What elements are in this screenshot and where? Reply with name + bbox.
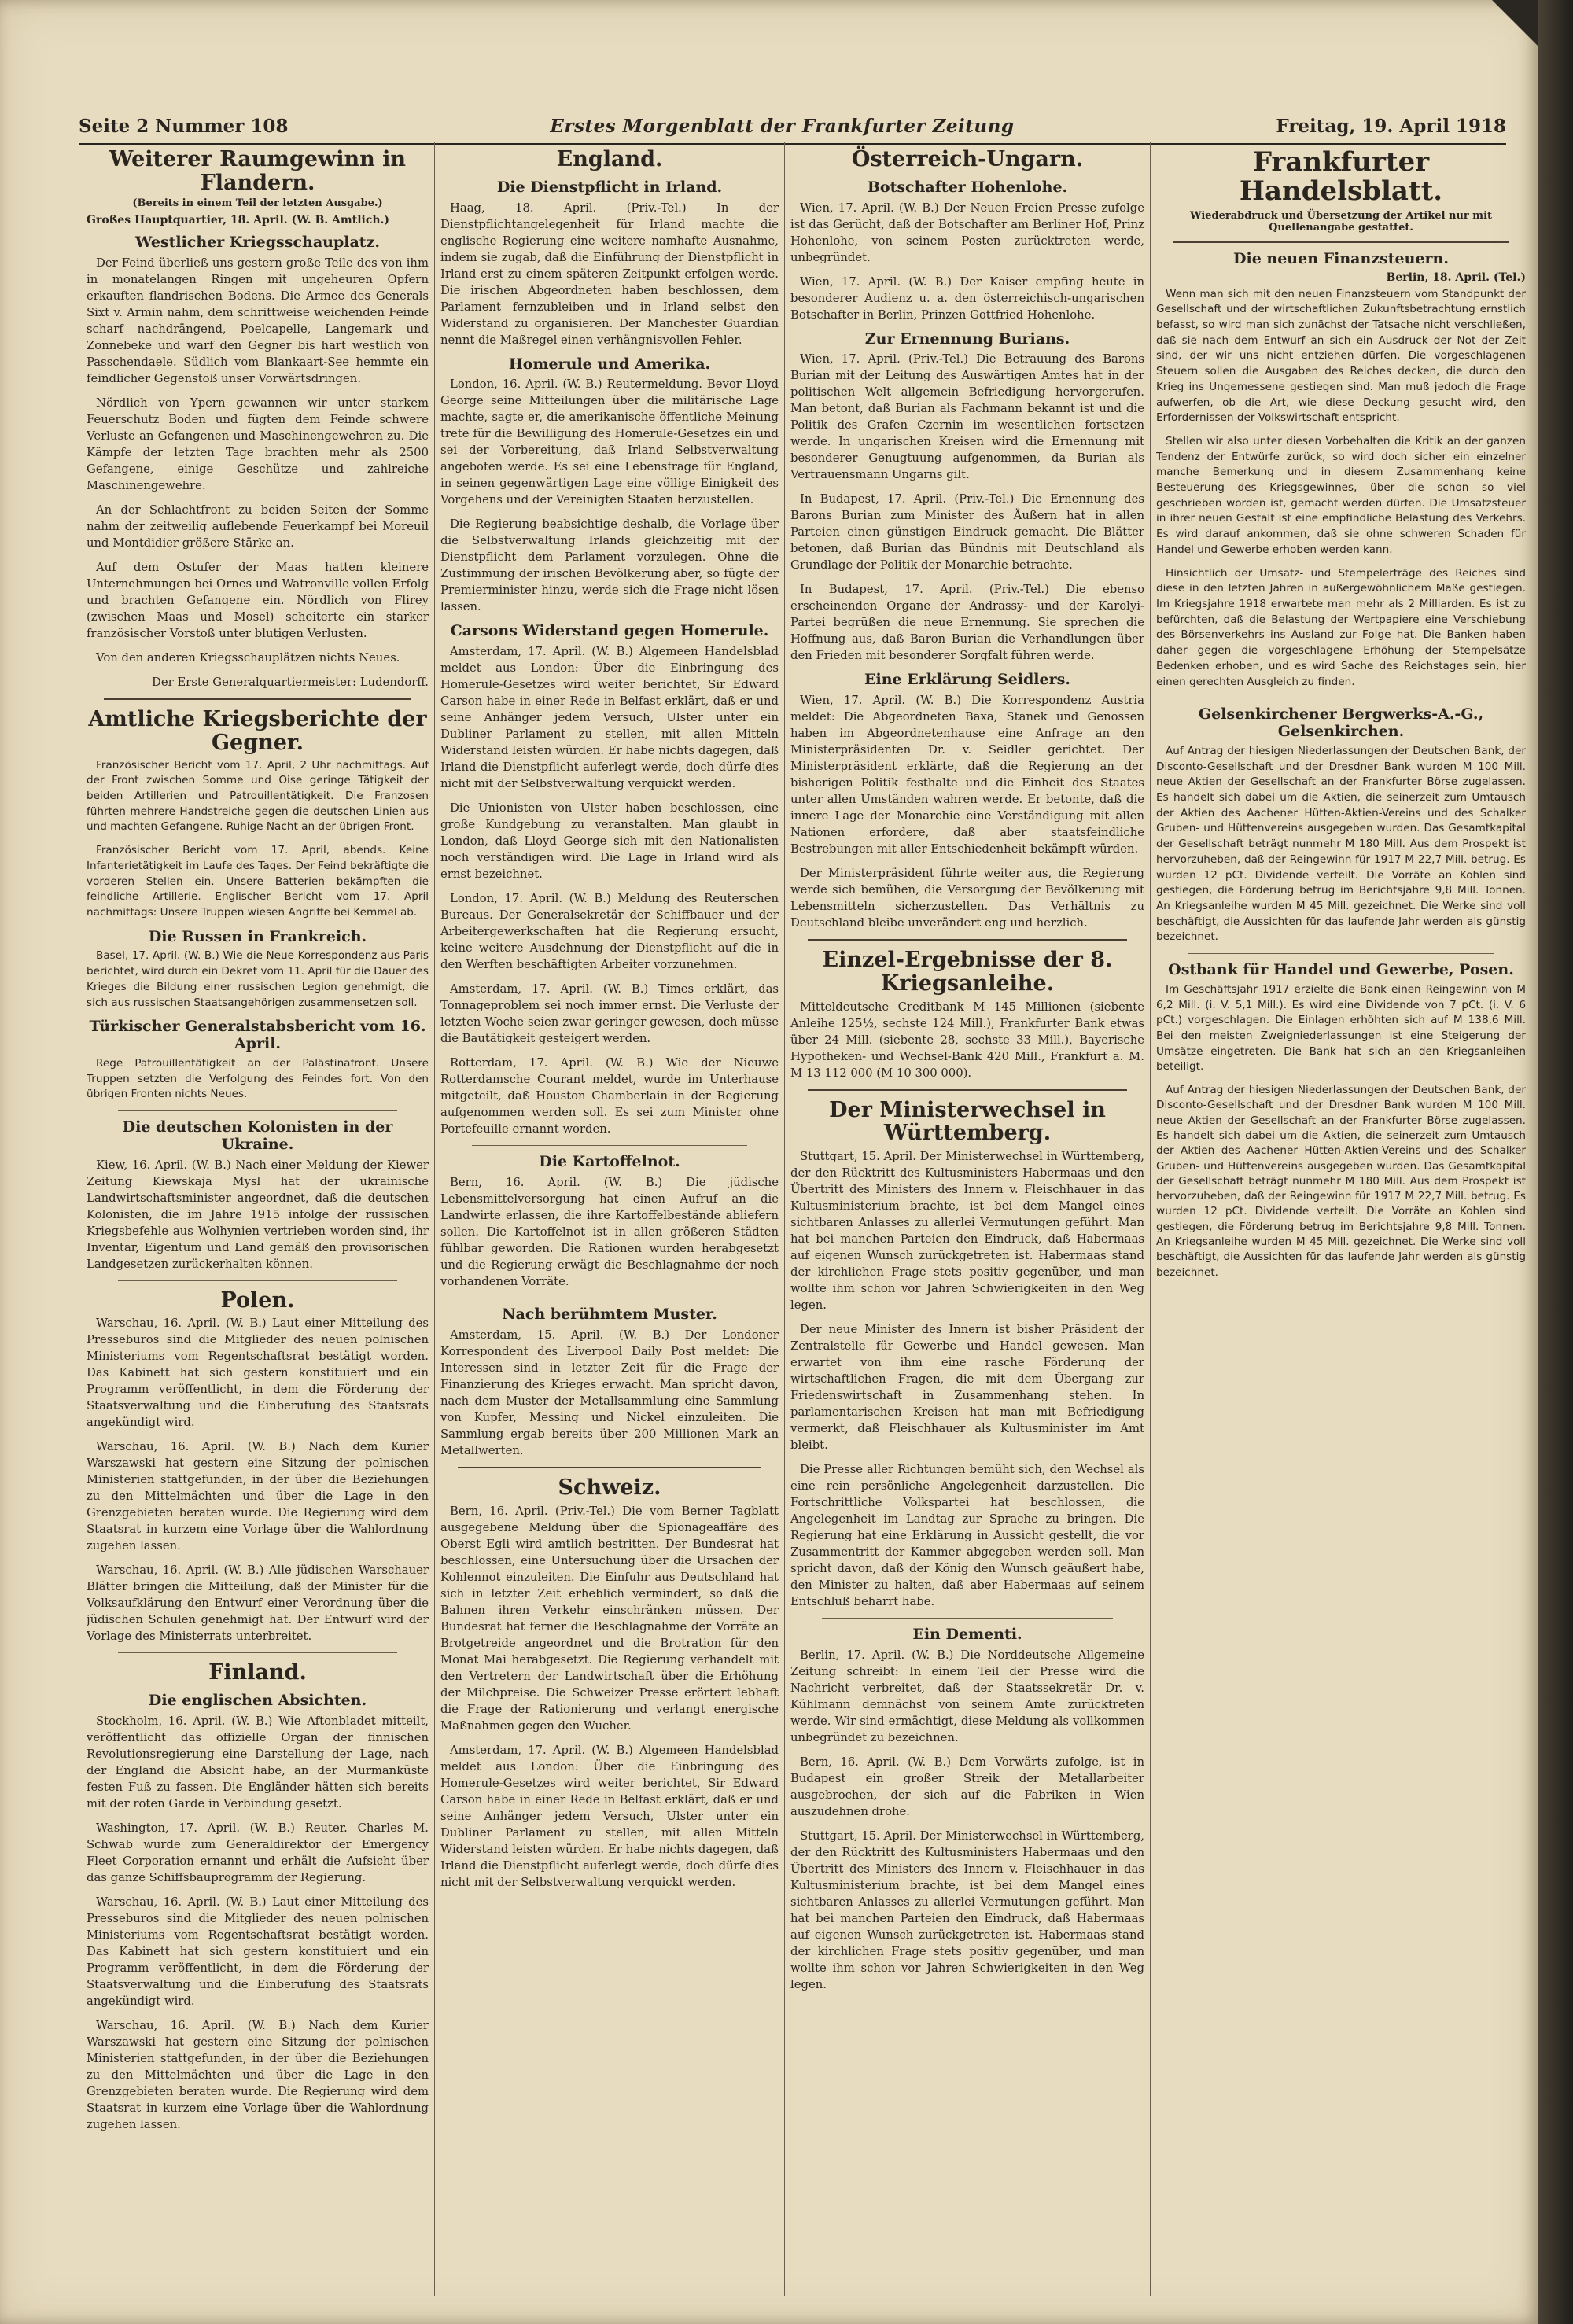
paragraph: Wien, 17. April. (Priv.-Tel.) Die Betrauung des Barons Burian mit der Leitung des Auswärtigen Amtes hat in der politischen Welt allgemein Befriedigung hervorgerufen. Man betont, daß Burian als Fachmann bekannt ist und die Politik des Grafen Czernin im wesentlichen fortsetzen werde. In ungarischen Kreisen wird die Ernennung mit besonderer Genugtuung aufgenommen, da Burian als Vertrauensmann Ungarns gilt. [790,352,1144,482]
divider [118,1110,397,1111]
article-subtitle: Homerule und Amerika. [508,355,711,373]
article-title: Die deutschen Kolonisten in der Ukraine. [122,1118,393,1153]
paragraph: Im Geschäftsjahr 1917 erzielte die Bank einen Reingewinn von M 6,2 Mill. (i. V. 5,1 Mill.). Es wird eine Dividende von 7 pCt. (i. V. 6 pCt.) vorgeschlagen. Die Einlagen erhöhten sich auf M 138,6 Mill. Bei den meisten Zweigniederlassungen ist eine Steigerung der Umsätze eingetreten. Die Bank hat sich an den Kriegsanleihen beteiligt. [1156,982,1526,1074]
paragraph: Die Presse aller Richtungen bemüht sich, den Wechsel als eine rein persönliche Angelegenheit darzustellen. Die Fortschrittliche Volkspartei hat beschlossen, die Angelegenheit im Landtag zur Sprache zu bringen. Die Regierung hat eine Erklärung in Aussicht gestellt, die vor Zusammentritt der Kammer abgegeben werden soll. Man spricht davon, daß der König den Wunsch geäußert habe, den Minister zu halten, daß aber Habermaas auf seinem Entschluß beharrt habe. [790,1462,1144,1608]
paragraph: Amsterdam, 15. April. (W. B.) Der Londoner Korrespondent des Liverpool Daily Post meldet: Die Interessen sind in letzter Zeit für die Frage der Finanzierung des Krieges erwacht. Man spricht davon, nach dem Muster der Metallsammlung eine Sammlung von Kupfer, Messing und Nickel einzuleiten. Die Sammlung ergab bereits über 200 Millionen Mark an Metallwerten. [440,1328,779,1457]
paragraph: Wien, 17. April. (W. B.) Der Kaiser empfing heute in besonderer Audienz u. a. den österreichisch-ungarischen Botschafter in Berlin, Prinzen Gottfried Hohenlohe. [790,274,1144,322]
paragraph: Auf dem Ostufer der Maas hatten kleinere Unternehmungen bei Ornes und Watronville vollen Erfolg und brachten Gefangene ein. Nördlich von Flirey (zwischen Maas und Mosel) scheiterte ein starker französischer Vorstoß unter blutigen Verlusten. [87,561,429,641]
paragraph: An der Schlachtfront zu beiden Seiten der Somme nahm der zeitweilig auflebende Feuerkampf bei Moreuil und Montdidier größere Stärke an. [87,503,429,551]
article-title: Die Kartoffelnot. [539,1153,680,1171]
paragraph: Warschau, 16. April. (W. B.) Nach dem Kurier Warszawski hat gestern eine Sitzung der polnischen Ministerien stattgefunden, in der über die Beziehungen zu den Mittelmächten und über die Lage in den Grenzgebieten beraten wurde. Die Regierung wird dem Staatsrat in kurzem eine Vorlage über die Wahlordnung zugehen lassen. [87,2018,429,2131]
article-subtitle: Westlicher Kriegsschauplatz. [135,234,380,252]
signature: Der Erste Generalquartiermeister: Ludendorff. [151,676,429,690]
paragraph: Amsterdam, 17. April. (W. B.) Algemeen Handelsblad meldet aus London: Über die Einbringung des Homerule-Gesetzes wird weiter berichtet, Sir Edward Carson habe in einer Rede in Belfast erklärt, daß er und seine Anhänger jedem Versuch, Ulster unter ein Dubliner Parlament zu stellen, mit allen Mitteln Widerstand leisten würden. Er habe nichts dagegen, daß Irland die Dienstpflicht auferlegt werde, doch dürfe dies nicht mit der Selbstverwaltung verquickt werden. [440,645,779,791]
column-2 [440,140,779,2303]
column-3 [790,140,1144,2303]
article-title: Ein Dementi. [912,1625,1022,1643]
paragraph: Hinsichtlich der Umsatz- und Stempelerträge des Reiches sind diese in den letzten Jahren in außergewöhnlichem Maße gestiegen. Im Kriegsjahre 1918 erwartete man mehr als 2 Milliarden. Es ist zu befürchten, daß die Belastung der Wertpapiere eine Verschiebung des Börsenverkehrs ins Ausland zur Folge hat. Die Banken haben daher gegen die vorgeschlagene Erhöhung der Stempelsätze Bedenken erhoben, und es wird Sache des Reichstages sein, hier einen gerechten Ausgleich zu finden. [1156,566,1526,688]
paragraph: Der neue Minister des Innern ist bisher Präsident der Zentralstelle für Gewerbe und Handel gewesen. Man erwartet von ihm eine rasche Förderung der wirtschaftlichen Fragen, die mit dem Übergang zur Friedenswirtschaft in Zusammenhang stehen. In parlamentarischen Kreisen hat man mit Befriedigung vermerkt, daß Fleischhauer als Kultusminister im Amt bleibt. [790,1322,1144,1452]
paragraph: Haag, 18. April. (Priv.-Tel.) In der Dienstpflichtangelegenheit für Irland machte die englische Regierung eine weitere namhafte Ausnahme, indem sie zugab, daß die Einführung der Dienstpflicht in Irland erst zu einem späteren Zeitpunkt erfolgen werde. Die irischen Abgeordneten haben beschlossen, dem Parlament fernzubleiben und in Irland selbst den Widerstand zu organisieren. Der Manchester Guardian nennt die Maßregel einen verhängnisvollen Fehler. [440,201,779,347]
paragraph: Die Regierung beabsichtige deshalb, die Vorlage über die Selbstverwaltung Irlands gleichzeitig mit der Dienstpflicht dem Parlament vorzulegen. Ohne die Zustimmung der irischen Bevölkerung aber, so fügte der Premierminister hinzu, werde sich die Frage nicht lösen lassen. [440,517,779,614]
article-title: Österreich-Ungarn. [851,147,1084,171]
divider [472,1145,747,1146]
article-title: Der Ministerwechsel in Württemberg. [829,1097,1106,1146]
issue-date: Freitag, 19. April 1918 [1276,116,1506,137]
column-4 [1156,140,1526,2303]
article-subtitle: Botschafter Hohenlohe. [867,178,1068,196]
paragraph: Nördlich von Ypern gewannen wir unter starkem Feuerschutz Boden und fügten dem Feinde schwere Verluste an Gefangenen und Maschinengewehren zu. Die Kämpfe der letzten Tage brachten mehr als 2500 Gefangene, einige Geschütze und zahlreiche Maschinengewehre. [87,396,429,493]
paragraph: Stockholm, 16. April. (W. B.) Wie Aftonbladet mitteilt, veröffentlicht das offizielle Organ der finnischen Revolutionsregierung eine Darstellung der Lage, nach der England die Absicht habe, an der Murmanküste festen Fuß zu fassen. Die Engländer hätten sich bereits mit der roten Garde in Verbindung gesetzt. [87,1714,429,1810]
paragraph: Stuttgart, 15. April. Der Ministerwechsel in Württemberg, der den Rücktritt des Kultusministers Habermaas und den Übertritt des Ministers des Innern v. Fleischhauer in das Kultusministerium brachte, ist bei dem Mangel eines sichtbaren Anlasses zu allerlei Vermutungen geführt. Man hat bei manchen Parteien den Eindruck, daß Habermaas auf eigenen Wunsch zurückgetreten ist. Habermaas stand der kirchlichen Frage stets positiv gegenüber, und man wollte ihm schon vor Jahren Schwierigkeiten in den Weg legen. [790,1149,1144,1312]
paragraph: Warschau, 16. April. (W. B.) Nach dem Kurier Warszawski hat gestern eine Sitzung der polnischen Ministerien stattgefunden, in der über die Beziehungen zu den Mittelmächten und über die Lage in den Grenzgebieten beraten wurde. Die Regierung wird dem Staatsrat in kurzem eine Vorlage über die Wahlordnung zugehen lassen. [87,1440,429,1553]
paragraph: Der Ministerpräsident führte weiter aus, die Regierung werde sich bemühen, die Versorgung der Bevölkerung mit Lebensmitteln sicherzustellen. Das Verhältnis zu Deutschland bleibe unverändert eng und herzlich. [790,867,1144,930]
article-title: Amtliche Kriegsberichte der Gegner. [88,707,427,755]
paragraph: Der Feind überließ uns gestern große Teile des von ihm in monatelangen Ringen mit ungeheuren Opfern erkauften flandrischen Bodens. Die Armee des Generals Sixt v. Armin nahm, dem schrittweise weichenden Feinde scharf nachdrängend, Poelcapelle, Langemark und Zonnebeke und warf den Gegner bis hart westlich von Passchendaele. Südlich vom Blankaart-See hemmte ein feindlicher Gegenstoß unser Vorwärtsdringen. [87,256,429,386]
divider [118,1280,397,1281]
paragraph: Rotterdam, 17. April. (W. B.) Wie der Nieuwe Rotterdamsche Courant meldet, wurde im Unterhause mitgeteilt, daß Houston Chamberlain in der Regierung aufgenommen werden soll. Es sei zum Minister ohne Portefeuille ernannt worden. [440,1056,779,1136]
paragraph: Bern, 16. April. (W. B.) Dem Vorwärts zufolge, ist in Budapest ein großer Streik der Metallarbeiter ausgebrochen, der sich auf die Fabriken in Wien auszudehnen drohe. [790,1755,1144,1818]
article-title: Weiterer Raumgewinn in Flandern. [109,147,407,195]
article-title: Die neuen Finanzsteuern. [1233,249,1449,267]
column-separator [434,142,435,2296]
dateline: Berlin, 18. April. (Tel.) [1386,271,1526,284]
divider [808,939,1127,941]
masthead [79,102,1506,137]
paragraph: London, 16. April. (W. B.) Reutermeldung. Bevor Lloyd George seine Mitteilungen über die militärische Lage machte, sagte er, die amerikanische öffentliche Meinung trete für die Bewilligung des Homerule-Gesetzes ein und sei der Vorbereitung, daß Irland Selbstverwaltung angeboten werde. Es sei eine Lebensfrage für England, in seinen gegenwärtigen Lage eine völlige Einigkeit des Vorgehens und der Vereinigten Staaten herzustellen. [440,378,779,507]
column-separator [1150,142,1151,2296]
paragraph: Wenn man sich mit den neuen Finanzsteuern vom Standpunkt der Gesellschaft und der wirtschaftlichen Zukunftsbetrachtung ernstlich befasst, so wird man sich zunächst der Tatsache nicht verschließen, daß sie nach dem Entwurf an sich ein Ausdruck der Not der Zeit sind, der wir uns nicht entziehen dürfen. Die vorgeschlagenen Steuern sollen die Ausgaben des Reiches decken, die durch den Krieg ins Ungemessene gestiegen sind. Man muß jedoch die Frage aufwerfen, ob die Art, wie diese Deckung gesucht wird, den Erfordernissen der Volkswirtschaft entspricht. [1156,287,1526,425]
paragraph: Warschau, 16. April. (W. B.) Alle jüdischen Warschauer Blätter bringen die Mitteilung, daß der Minister für die Volksaufklärung den Entwurf einer Verordnung über die jüdischen Schulen genehmigt hat. Der Entwurf wird der Vorlage des Ministerrats unterbreitet. [87,1563,429,1644]
paragraph: Französischer Bericht vom 17. April, 2 Uhr nachmittags. Auf der Front zwischen Somme und Oise geringe Tätigkeit der beiden Artillerien und Patrouillentätigkeit. Die Franzosen führten mehrere Handstreiche gegen die deutschen Linien aus und machten Gefangene. Ruhige Nacht an der übrigen Front. [87,758,429,834]
divider [1173,241,1509,243]
divider [458,1467,761,1468]
article-subtitle: Eine Erklärung Seidlers. [864,671,1070,689]
paragraph: Amsterdam, 17. April. (W. B.) Times erklärt, das Tonnageproblem sei noch immer ernst. Die Verluste der letzten Woche seien zwar geringer gewesen, doch müsse die Bautätigkeit gesteigert werden. [440,982,779,1046]
paragraph: Basel, 17. April. (W. B.) Wie die Neue Korrespondenz aus Paris berichtet, wird durch ein Dekret vom 11. April für die Dauer des Krieges die Bildung einer russischen Legion genehmigt, die sich aus russischen Staatsangehörigen zusammensetzen soll. [87,949,429,1009]
divider [822,1618,1113,1619]
paragraph: Bern, 16. April. (Priv.-Tel.) Die vom Berner Tagblatt ausgegebene Meldung über die Spionageaffäre des Oberst Egli wird amtlich bestritten. Der Bundesrat hat beschlossen, eine Untersuchung über die Ursachen der Kohlennot einzuleiten. Die Einfuhr aus Deutschland hat sich in letzter Zeit erheblich vermindert, so daß die Bahnen ihren Verkehr einschränken müssen. Der Bundesrat hat ferner die Beschlagnahme der Vorräte an Brotgetreide angeordnet und die Brotration für den Monat Mai herabgesetzt. Die Regierung verhandelt mit den Vertretern der Landwirtschaft über die Erhöhung der Milchpreise. Die Schweizer Presse erörtert lebhaft die Frage der Rationierung und verlangt energische Maßnahmen gegen den Wucher. [440,1504,779,1733]
paragraph: In Budapest, 17. April. (Priv.-Tel.) Die ebenso erscheinenden Organe der Andrassy- und der Karolyi-Partei begrüßen die neue Ernennung. Sie sprechen die Hoffnung aus, daß Baron Burian die Verhandlungen über den Frieden mit besonderer Sorgfalt führen werde. [790,583,1144,663]
paragraph: Kiew, 16. April. (W. B.) Nach einer Meldung der Kiewer Zeitung Kiewskaja Mysl hat der ukrainische Landwirtschaftsminister angeordnet, daß die deutschen Kolonisten, die im Jahre 1915 infolge der russischen Kriegsbefehle aus Wolhynien vertrieben worden sind, ihr Inventar, Eigentum und Land gemäß den provisorischen Landgesetzen zurückerhalten können. [87,1158,429,1271]
page-number: Seite 2 Nummer 108 [79,116,289,137]
article-title: Gelsenkirchener Bergwerks-A.-G., Gelsenkirchen. [1198,705,1484,741]
divider [1188,953,1494,954]
article-note: (Bereits in einem Teil der letzten Ausgabe.) [132,197,383,210]
paragraph: Warschau, 16. April. (W. B.) Laut einer Mitteilung des Presseburos sind die Mitglieder des neuen polnischen Ministeriums vom Regentschaftsrat bestätigt worden. Das Kabinett hat sich gestern konstituiert und ein Programm veröffentlicht, in dem die Förderung der Staatsverwaltung und die Einberufung des Staatsrats angekündigt wird. [87,1317,429,1430]
paragraph: Bern, 16. April. (W. B.) Die jüdische Lebensmittelversorgung hat einen Aufruf an die Landwirte erlassen, die ihre Kartoffelbestände abliefern sollen. Die Kartoffelnot ist in allen größeren Städten fühlbar geworden. Die Rationen wurden herabgesetzt und die Regierung erwägt die Beschlagnahme der noch vorhandenen Vorräte. [440,1176,779,1289]
article-subtitle: Carsons Widerstand gegen Homerule. [450,622,769,640]
section-title: Frankfurter Handelsblatt. [1239,146,1443,208]
article-title: Schweiz. [558,1475,661,1500]
paragraph: Berlin, 17. April. (W. B.) Die Norddeutsche Allgemeine Zeitung schreibt: In einem Teil der Presse wird die Nachricht verbreitet, daß der Staatssekretär Dr. v. Kühlmann demnächst von seinem Amte zurücktreten werde. Wir sind ermächtigt, diese Meldung als vollkommen unbegründet zu bezeichnen. [790,1648,1144,1744]
paragraph: Amsterdam, 17. April. (W. B.) Algemeen Handelsblad meldet aus London: Über die Einbringung des Homerule-Gesetzes wird weiter berichtet, Sir Edward Carson habe in einer Rede in Belfast erklärt, daß er und seine Anhänger jedem Versuch, Ulster unter ein Dubliner Parlament zu stellen, mit allen Mitteln Widerstand leisten würden. Er habe nichts dagegen, daß Irland die Dienstpflicht auferlegt werde, doch dürfe dies nicht mit der Selbstverwaltung verquickt werden. [440,1743,779,1889]
column-1 [87,140,429,2303]
paragraph: Mitteldeutsche Creditbank M 145 Millionen (siebente Anleihe 125½, sechste 124 Mill.), Frankfurter Bank etwas über 24 Mill. (siebente 28, sechste 33 Mill.), Bayerische Hypotheken- und Wechsel-Bank 420 Mill., Frankfurt a. M. M 13 112 000 (M 10 300 000). [790,1000,1144,1080]
article-title: Polen. [220,1287,295,1313]
paragraph: Stellen wir also unter diesen Vorbehalten die Kritik an der ganzen Tendenz der Entwürfe zurück, so wird doch sicher ein einzelner manche Bemerkung und in diesem Zusammenhang keine Besteuerung des Kriegsgewinnes, über die schon so viel geschrieben worden ist, gemacht werden dürfen. Die Umsatzsteuer in ihrer neuen Gestalt ist eine empfindliche Belastung des Verkehrs. Es wird darauf ankommen, daß sie ohne schweren Schaden für Handel und Gewerbe erhoben werden kann. [1156,434,1526,556]
paragraph: Die Unionisten von Ulster haben beschlossen, eine große Kundgebung zu veranstalten. Man glaubt in London, daß Lloyd George sich mit den Nationalisten noch verständigen wird. Die Lage in Irland wird als ernst bezeichnet. [440,801,779,882]
paragraph: Stuttgart, 15. April. Der Ministerwechsel in Württemberg, der den Rücktritt des Kultusministers Habermaas und den Übertritt des Ministers des Innern v. Fleischhauer in das Kultusministerium brachte, ist bei dem Mangel eines sichtbaren Anlasses zu allerlei Vermutungen geführt. Man hat bei manchen Parteien den Eindruck, daß Habermaas auf eigenen Wunsch zurückgetreten ist. Habermaas stand der kirchlichen Frage stets positiv gegenüber, und man wollte ihm schon vor Jahren Schwierigkeiten in den Weg legen. [790,1829,1144,1991]
article-title: Ostbank für Handel und Gewerbe, Posen. [1168,961,1514,979]
article-subtitle: Die Russen in Frankreich. [148,927,367,945]
divider [808,1089,1127,1091]
paragraph: Wien, 17. April. (W. B.) Die Korrespondenz Austria meldet: Die Abgeordneten Baxa, Stanek und Genossen haben im Abgeordnetenhause eine Anfrage an den Ministerpräsidenten Dr. v. Seidler gerichtet. Der Ministerpräsident erklärte, daß die Regierung an der bisherigen Politik festhalte und die Einheit des Staates unter allen Umständen wahren werde. Er betonte, daß die innere Lage der Monarchie eine Verständigung mit allen Nationen erfordere, daß aber staatsfeindliche Bestrebungen mit aller Entschiedenheit bekämpft würden. [790,694,1144,856]
dateline: Großes Hauptquartier, 18. April. (W. B. Amtlich.) [87,214,390,227]
paragraph: Warschau, 16. April. (W. B.) Laut einer Mitteilung des Presseburos sind die Mitglieder des neuen polnischen Ministeriums vom Regentschaftsrat bestätigt worden. Das Kabinett hat sich gestern konstituiert und ein Programm veröffentlicht, in dem die Förderung der Staatsverwaltung und die Einberufung des Staatsrats angekündigt wird. [87,1895,429,2008]
article-subtitle: Türkischer Generalstabsbericht vom 16. April. [89,1018,426,1053]
newspaper-title: Erstes Morgenblatt der Frankfurter Zeitung [550,116,1015,137]
article-subtitle: Die Dienstpflicht in Irland. [496,178,723,196]
paragraph: Französischer Bericht vom 17. April, abends. Keine Infanterietätigkeit im Laufe des Tages. Der Feind bekräftigte die vorderen Stellen ein. Unsere Batterien bekämpften die feindliche Artillerie. Englischer Bericht vom 17. April nachmittags: Unsere Truppen wiesen Angriffe bei Kemmel ab. [87,844,429,919]
paragraph: Rege Patrouillentätigkeit an der Palästinafront. Unsere Truppen setzten die Verfolgung des Feindes fort. Von den übrigen Fronten nichts Neues. [87,1056,429,1101]
paragraph: Washington, 17. April. (W. B.) Reuter. Charles M. Schwab wurde zum Generaldirektor der Emergency Fleet Corporation ernannt und erhält die Aufsicht über das ganze Schiffsbauprogramm der Regierung. [87,1821,429,1884]
article-title: Nach berühmtem Muster. [502,1306,717,1324]
article-title: Einzel-Ergebnisse der 8. Kriegsanleihe. [822,948,1113,996]
article-subtitle: Zur Ernennung Burians. [864,330,1070,348]
dog-ear [1492,0,1538,46]
page-edge [1538,0,1573,2324]
article-title: England. [556,147,663,171]
section-note: Wiederabdruck und Übersetzung der Artikel nur mit Quellenangabe gestattet. [1189,209,1493,234]
paragraph: London, 17. April. (W. B.) Meldung des Reuterschen Bureaus. Der Generalsekretär der Schiffbauer und der Arbeitergewerkschaften hat die Regierung ersucht, keine weitere Ausdehnung der Dienstpflicht auf die in den Werften beschäftigten Arbeiter vorzunehmen. [440,892,779,972]
paragraph: Auf Antrag der hiesigen Niederlassungen der Deutschen Bank, der Disconto-Gesellschaft und der Dresdner Bank wurden M 100 Mill. neue Aktien der Gesellschaft an der Frankfurter Börse zugelassen. Es handelt sich dabei um die Aktien, die seinerzeit zum Umtausch der Aktien des Aachener Hütten-Aktien-Vereins und des Schalker Gruben- und Hüttenvereins ausgegeben wurden. Das Gesamtkapital der Gesellschaft beträgt nunmehr M 180 Mill. Aus dem Prospekt ist hervorzuheben, daß der Reingewinn für 1917 M 22,7 Mill. betrug. Es wurden 12 pCt. Dividende verteilt. Die Vorräte an Kohlen sind gestiegen, die Förderung betrug im Berichtsjahre 9,8 Mill. Tonnen. An Kriegsanleihe wurden M 45 Mill. gezeichnet. Die Werke sind voll beschäftigt, die Aussichten für das laufende Jahr werden als günstig bezeichnet. [1156,744,1526,944]
divider [118,1652,397,1653]
divider [104,698,411,700]
article-subtitle: Die englischen Absichten. [148,1692,367,1710]
column-separator [784,142,785,2296]
article-title: Finland. [208,1660,307,1685]
paragraph: In Budapest, 17. April. (Priv.-Tel.) Die Ernennung des Barons Burian zum Minister des Äußern hat in allen Parteien einen günstigen Eindruck gemacht. Die Blätter betonen, daß Burian das Bündnis mit Deutschland als Grundlage der Politik der Monarchie betrachte. [790,492,1144,573]
paragraph: Von den anderen Kriegsschauplätzen nichts Neues. [96,651,400,665]
paragraph: Auf Antrag der hiesigen Niederlassungen der Deutschen Bank, der Disconto-Gesellschaft und der Dresdner Bank wurden M 100 Mill. neue Aktien der Gesellschaft an der Frankfurter Börse zugelassen. Es handelt sich dabei um die Aktien, die seinerzeit zum Umtausch der Aktien des Aachener Hütten-Aktien-Vereins und des Schalker Gruben- und Hüttenvereins ausgegeben wurden. Das Gesamtkapital der Gesellschaft beträgt nunmehr M 180 Mill. Aus dem Prospekt ist hervorzuheben, daß der Reingewinn für 1917 M 22,7 Mill. betrug. Es wurden 12 pCt. Dividende verteilt. Die Vorräte an Kohlen sind gestiegen, die Förderung betrug im Berichtsjahre 9,8 Mill. Tonnen. An Kriegsanleihe wurden M 45 Mill. gezeichnet. Die Werke sind voll beschäftigt, die Aussichten für das laufende Jahr werden als günstig bezeichnet. [1156,1084,1526,1279]
paragraph: Wien, 17. April. (W. B.) Der Neuen Freien Presse zufolge ist das Gerücht, daß der Botschafter am Berliner Hof, Prinz Hohenlohe, von seinem Posten zurücktreten werde, unbegründet. [790,201,1144,264]
